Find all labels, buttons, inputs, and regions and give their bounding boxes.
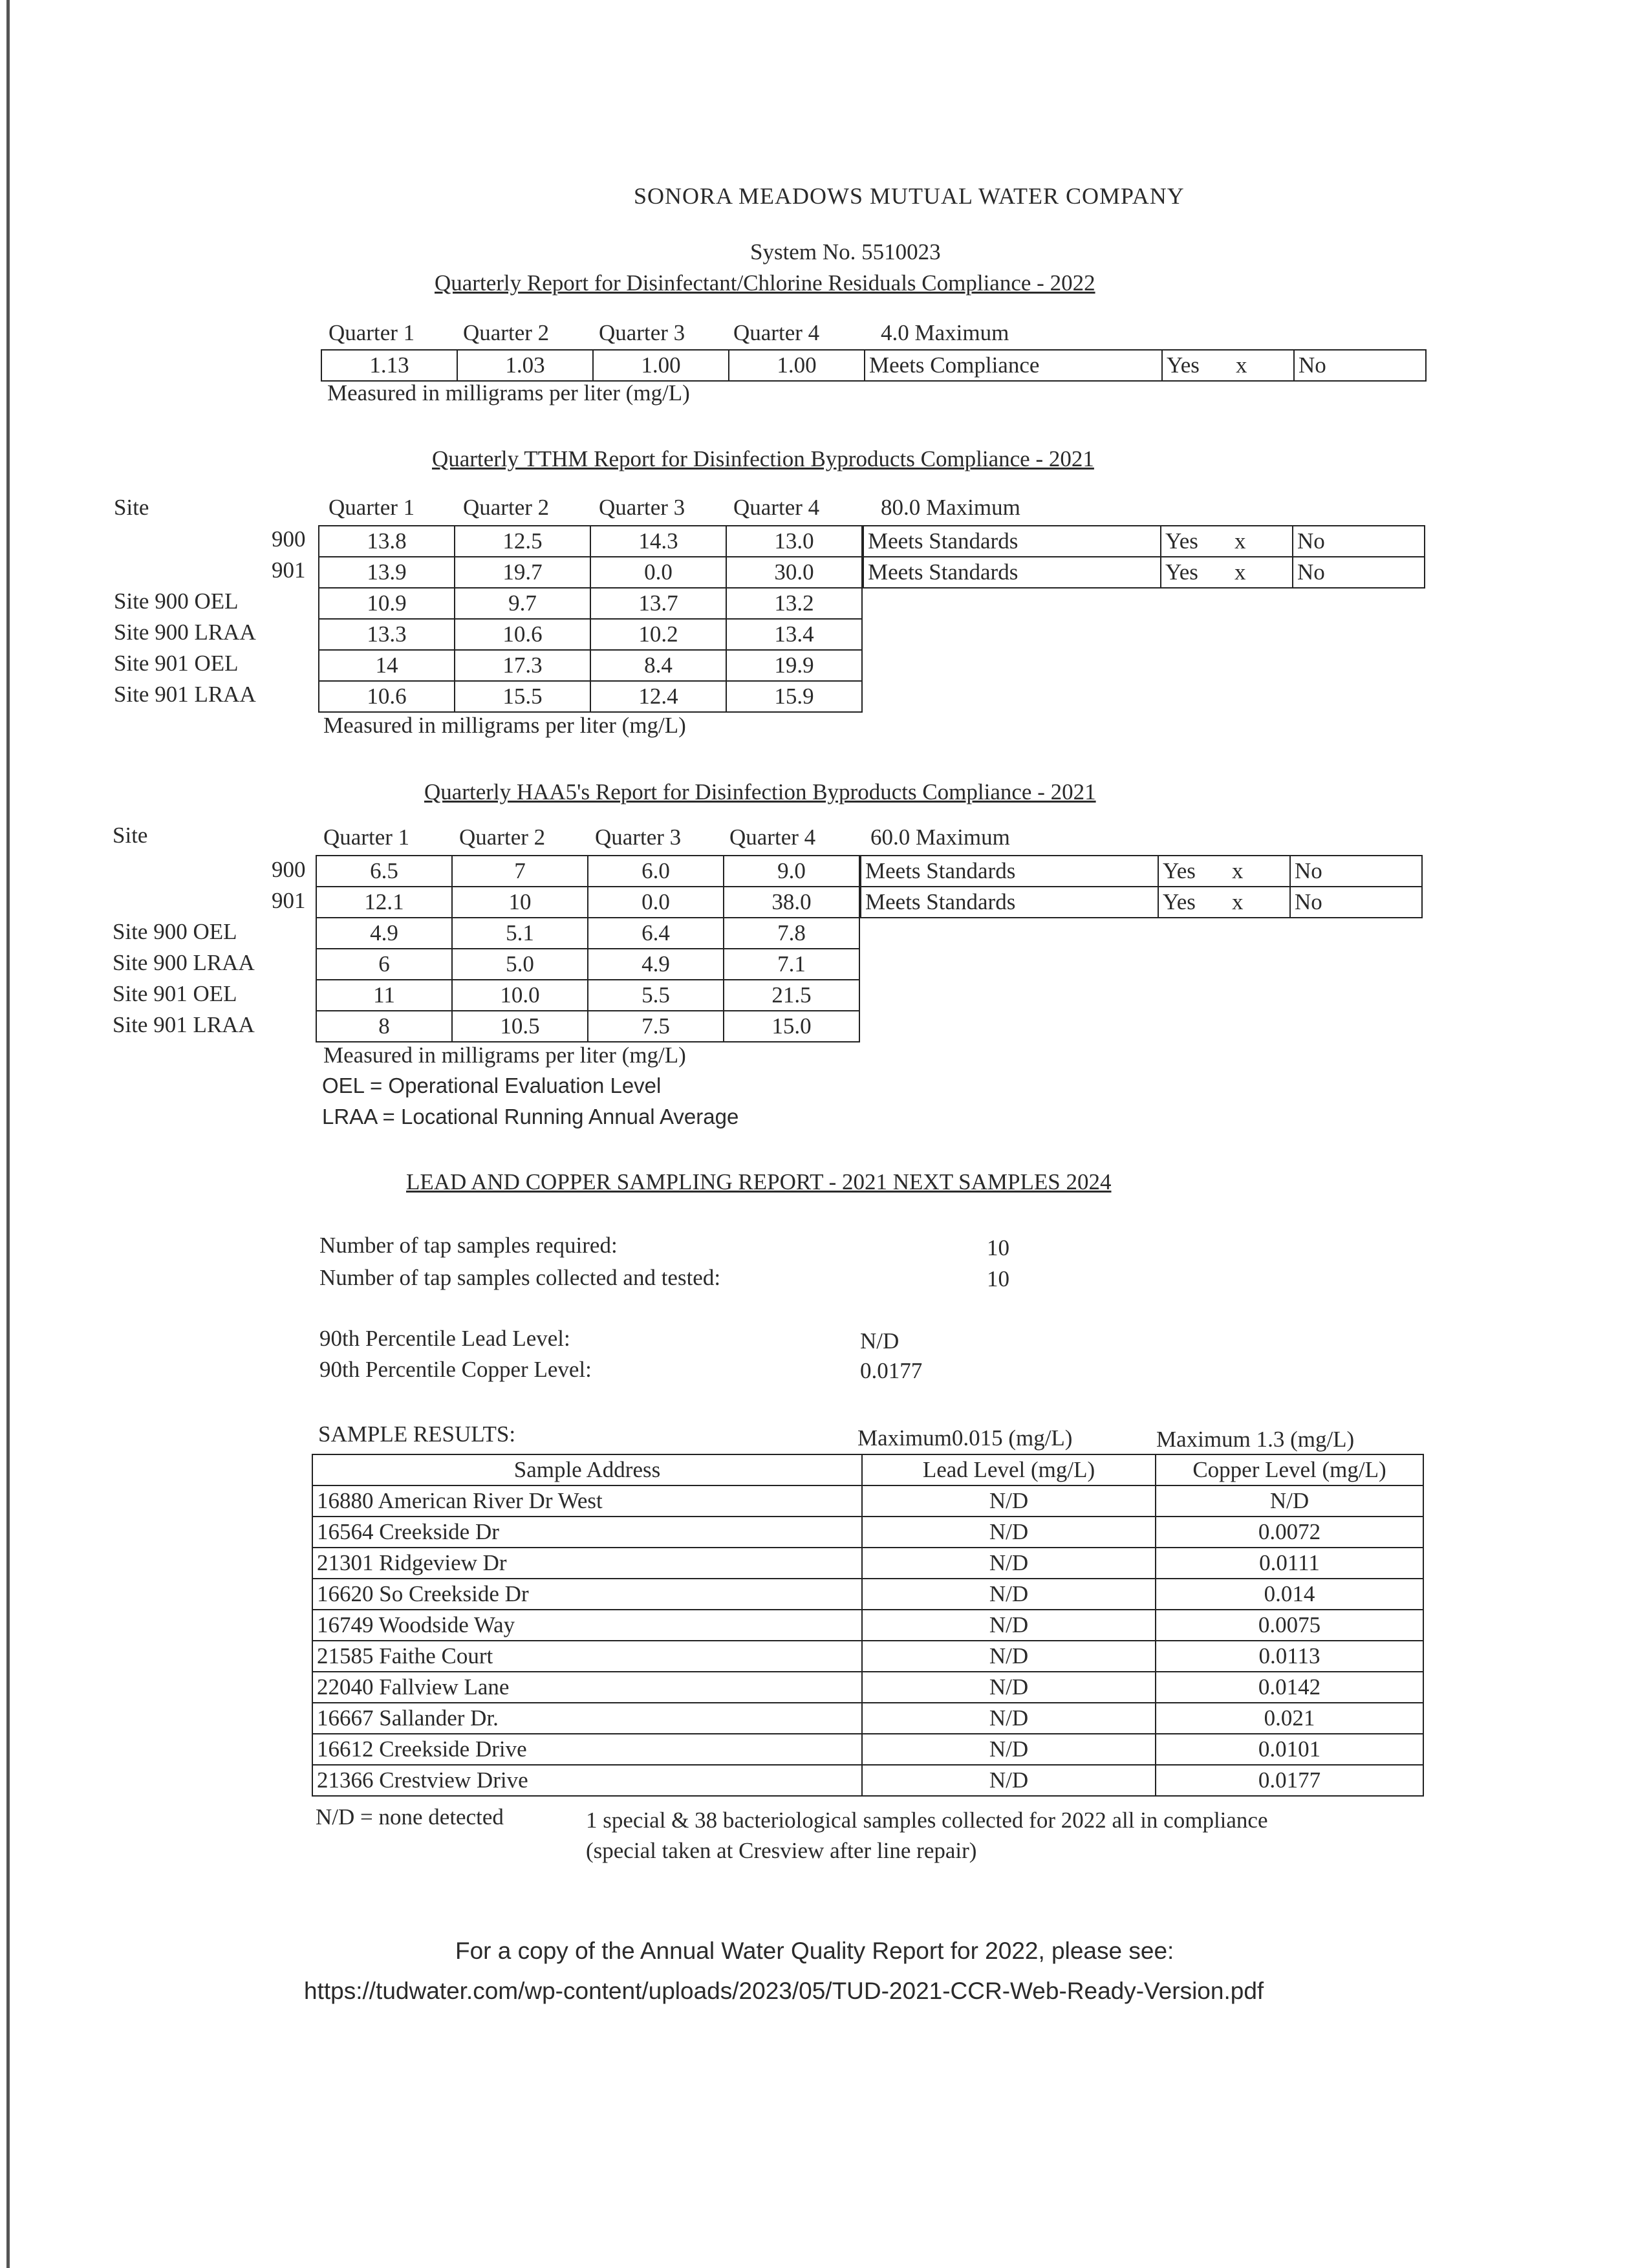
yes-label: Yes: [1163, 889, 1196, 914]
sample-copper: 0.0177: [1156, 1765, 1423, 1796]
sample-address: 21301 Ridgeview Dr: [312, 1548, 862, 1579]
haa5-cell: 5.1: [452, 918, 588, 949]
chlorine-q4-header: Quarter 4: [733, 320, 820, 345]
chlorine-q1-value: 1.13: [321, 350, 457, 381]
lead-copper-heading: LEAD AND COPPER SAMPLING REPORT - 2021 NEXT SAMPLES 2024: [406, 1169, 1112, 1194]
tthm-row-label-901-oel: Site 901 OEL: [114, 651, 239, 676]
sample-address: 21366 Crestview Drive: [312, 1765, 862, 1796]
haa5-standard-901: Meets Standards: [861, 887, 1158, 918]
table-row: [312, 1548, 1423, 1579]
tthm-cell: 0.0: [590, 557, 726, 588]
yes-mark: x: [1235, 352, 1247, 378]
table-row: [316, 887, 859, 918]
sample-copper: 0.0142: [1156, 1672, 1423, 1703]
haa5-cell: 4.9: [316, 918, 452, 949]
sample-copper: 0.0075: [1156, 1610, 1423, 1641]
tthm-q2-header: Quarter 2: [463, 495, 550, 520]
table-row: [861, 887, 1422, 918]
table-row: [312, 1734, 1423, 1765]
haa5-yes-901: [1158, 887, 1290, 918]
tthm-cell: 13.0: [726, 526, 862, 557]
column-header-address: Sample Address: [312, 1454, 862, 1485]
tthm-yes-900: [1161, 526, 1293, 557]
tthm-cell: 13.7: [590, 588, 726, 619]
sample-lead: N/D: [862, 1548, 1156, 1579]
haa5-cell: 0.0: [588, 887, 724, 918]
table-row: [312, 1485, 1423, 1517]
haa5-cell: 6: [316, 949, 452, 980]
sample-results-label: SAMPLE RESULTS:: [318, 1421, 516, 1447]
lead-percentile-label: 90th Percentile Lead Level:: [319, 1326, 570, 1351]
yes-mark: x: [1234, 528, 1246, 554]
haa5-standards-table: [860, 855, 1423, 918]
sample-address: 21585 Faithe Court: [312, 1641, 862, 1672]
haa5-row-label-900-lraa: Site 900 LRAA: [113, 950, 255, 975]
sample-copper: 0.0072: [1156, 1517, 1423, 1548]
haa5-cell: 6.0: [588, 856, 724, 887]
tthm-cell: 19.7: [455, 557, 590, 588]
copper-percentile-label: 90th Percentile Copper Level:: [319, 1357, 592, 1382]
chlorine-q2-header: Quarter 2: [463, 320, 550, 345]
sample-copper: 0.014: [1156, 1579, 1423, 1610]
tthm-row-label-900-oel: Site 900 OEL: [114, 589, 239, 614]
table-row: [316, 980, 859, 1011]
table-row: [861, 856, 1422, 887]
sample-lead: N/D: [862, 1765, 1156, 1796]
tthm-cell: 15.5: [455, 681, 590, 712]
sample-lead: N/D: [862, 1672, 1156, 1703]
tap-required-label: Number of tap samples required:: [319, 1233, 618, 1258]
tap-collected-value: 10: [987, 1266, 1009, 1291]
tthm-yes-901: [1161, 557, 1293, 588]
chlorine-units-note: Measured in milligrams per liter (mg/L): [327, 380, 690, 405]
tthm-standard-900: Meets Standards: [863, 526, 1161, 557]
copper-percentile-value: 0.0177: [860, 1358, 923, 1383]
yes-label: Yes: [1165, 528, 1198, 554]
yes-mark: x: [1231, 889, 1244, 914]
haa5-cell: 5.0: [452, 949, 588, 980]
yes-mark: x: [1231, 858, 1244, 883]
chlorine-maximum: 4.0 Maximum: [881, 320, 1009, 345]
table-row: [863, 557, 1425, 588]
tthm-cell: 13.8: [319, 526, 455, 557]
oel-definition: OEL = Operational Evaluation Level: [322, 1074, 662, 1097]
special-sample-note: (special taken at Cresview after line repair): [586, 1838, 977, 1863]
tthm-no-901: No: [1293, 557, 1425, 588]
chlorine-no-cell: No: [1294, 350, 1426, 381]
haa5-cell: 10.5: [452, 1011, 588, 1042]
tthm-cell: 13.2: [726, 588, 862, 619]
haa5-q3-header: Quarter 3: [595, 825, 682, 850]
haa5-q4-header: Quarter 4: [729, 825, 816, 850]
chlorine-q4-value: 1.00: [729, 350, 865, 381]
table-row: [319, 619, 862, 650]
sample-address: 16667 Sallander Dr.: [312, 1703, 862, 1734]
tthm-row-label-900-lraa: Site 900 LRAA: [114, 620, 256, 645]
tthm-maximum: 80.0 Maximum: [881, 495, 1020, 520]
system-number: System No. 5510023: [750, 239, 941, 265]
haa5-no-900: No: [1290, 856, 1422, 887]
scan-left-edge: [6, 0, 10, 2268]
column-header-copper: Copper Level (mg/L): [1156, 1454, 1423, 1485]
lead-percentile-value: N/D: [860, 1328, 900, 1354]
tthm-standard-901: Meets Standards: [863, 557, 1161, 588]
copper-maximum-label: Maximum 1.3 (mg/L): [1156, 1427, 1355, 1452]
tthm-row-label-900: 900: [272, 526, 306, 552]
tthm-cell: 10.2: [590, 619, 726, 650]
chlorine-yes-cell: [1162, 350, 1294, 381]
chlorine-compliance: Meets Compliance: [865, 350, 1162, 381]
chlorine-heading: Quarterly Report for Disinfectant/Chlorine Residuals Compliance - 2022: [435, 270, 1095, 296]
lraa-definition: LRAA = Locational Running Annual Average: [322, 1105, 739, 1129]
table-row: [319, 557, 862, 588]
table-row: [321, 350, 1426, 381]
table-row: [316, 1011, 859, 1042]
haa5-cell: 7.8: [724, 918, 859, 949]
haa5-cell: 21.5: [724, 980, 859, 1011]
haa5-standard-900: Meets Standards: [861, 856, 1158, 887]
footer-url-link[interactable]: https://tudwater.com/wp-content/uploads/2023/05/TUD-2021-CCR-Web-Ready-Version.pdf: [304, 1978, 1264, 2004]
chlorine-q1-header: Quarter 1: [329, 320, 415, 345]
haa5-no-901: No: [1290, 887, 1422, 918]
table-row: [319, 681, 862, 712]
tthm-cell: 9.7: [455, 588, 590, 619]
tthm-cell: 15.9: [726, 681, 862, 712]
tthm-q3-header: Quarter 3: [599, 495, 685, 520]
sample-lead: N/D: [862, 1485, 1156, 1517]
haa5-maximum: 60.0 Maximum: [870, 825, 1010, 850]
haa5-row-label-901: 901: [272, 888, 306, 913]
table-row: [312, 1765, 1423, 1796]
haa5-yes-900: [1158, 856, 1290, 887]
tthm-cell: 13.9: [319, 557, 455, 588]
tthm-heading: Quarterly TTHM Report for Disinfection Byproducts Compliance - 2021: [432, 446, 1094, 471]
haa5-site-label: Site: [113, 823, 148, 848]
table-row: [319, 526, 862, 557]
table-row: [312, 1641, 1423, 1672]
table-row: [312, 1672, 1423, 1703]
haa5-cell: 38.0: [724, 887, 859, 918]
tthm-site-label: Site: [114, 495, 149, 520]
table-row: [316, 856, 859, 887]
haa5-cell: 8: [316, 1011, 452, 1042]
nd-definition: N/D = none detected: [316, 1804, 504, 1830]
sample-lead: N/D: [862, 1703, 1156, 1734]
tthm-row-label-901-lraa: Site 901 LRAA: [114, 682, 256, 707]
footer-text: For a copy of the Annual Water Quality Report for 2022, please see:: [455, 1938, 1174, 1964]
haa5-cell: 4.9: [588, 949, 724, 980]
sample-address: 16620 So Creekside Dr: [312, 1579, 862, 1610]
sample-copper: 0.0101: [1156, 1734, 1423, 1765]
table-header-row: [312, 1454, 1423, 1485]
haa5-q1-header: Quarter 1: [323, 825, 410, 850]
haa5-cell: 11: [316, 980, 452, 1011]
tthm-cell: 10.9: [319, 588, 455, 619]
tthm-cell: 8.4: [590, 650, 726, 681]
haa5-row-label-901-lraa: Site 901 LRAA: [113, 1012, 255, 1037]
sample-lead: N/D: [862, 1517, 1156, 1548]
haa5-row-label-901-oel: Site 901 OEL: [113, 981, 237, 1006]
chlorine-q2-value: 1.03: [457, 350, 593, 381]
haa5-cell: 7.1: [724, 949, 859, 980]
tthm-cell: 14.3: [590, 526, 726, 557]
tthm-cell: 13.4: [726, 619, 862, 650]
tthm-values-table: [318, 525, 863, 713]
haa5-heading: Quarterly HAA5's Report for Disinfection Byproducts Compliance - 2021: [424, 779, 1096, 805]
haa5-cell: 6.5: [316, 856, 452, 887]
sample-lead: N/D: [862, 1734, 1156, 1765]
bacteriological-note: 1 special & 38 bacteriological samples collected for 2022 all in compliance: [586, 1808, 1268, 1833]
yes-label: Yes: [1165, 559, 1198, 585]
tap-required-value: 10: [987, 1235, 1009, 1260]
sample-copper: 0.021: [1156, 1703, 1423, 1734]
sample-address: 16880 American River Dr West: [312, 1485, 862, 1517]
tap-collected-label: Number of tap samples collected and tested:: [319, 1265, 721, 1290]
table-row: [319, 588, 862, 619]
lead-maximum-label: Maximum0.015 (mg/L): [857, 1425, 1073, 1451]
tthm-cell: 10.6: [455, 619, 590, 650]
sample-address: 16564 Creekside Dr: [312, 1517, 862, 1548]
haa5-cell: 6.4: [588, 918, 724, 949]
tthm-cell: 13.3: [319, 619, 455, 650]
tthm-cell: 14: [319, 650, 455, 681]
tthm-cell: 12.5: [455, 526, 590, 557]
chlorine-q3-header: Quarter 3: [599, 320, 685, 345]
tthm-cell: 30.0: [726, 557, 862, 588]
haa5-cell: 7: [452, 856, 588, 887]
haa5-cell: 15.0: [724, 1011, 859, 1042]
company-name: SONORA MEADOWS MUTUAL WATER COMPANY: [634, 183, 1185, 209]
haa5-row-label-900: 900: [272, 857, 306, 882]
column-header-lead: Lead Level (mg/L): [862, 1454, 1156, 1485]
yes-label: Yes: [1163, 858, 1196, 883]
sample-address: 16749 Woodside Way: [312, 1610, 862, 1641]
tthm-cell: 10.6: [319, 681, 455, 712]
tthm-cell: 17.3: [455, 650, 590, 681]
table-row: [312, 1579, 1423, 1610]
table-row: [312, 1703, 1423, 1734]
sample-copper: N/D: [1156, 1485, 1423, 1517]
haa5-q2-header: Quarter 2: [459, 825, 546, 850]
chlorine-q3-value: 1.00: [593, 350, 729, 381]
sample-lead: N/D: [862, 1579, 1156, 1610]
tthm-row-label-901: 901: [272, 557, 306, 583]
haa5-cell: 7.5: [588, 1011, 724, 1042]
yes-label: Yes: [1167, 352, 1200, 378]
haa5-values-table: [316, 855, 860, 1042]
haa5-cell: 12.1: [316, 887, 452, 918]
tthm-q4-header: Quarter 4: [733, 495, 820, 520]
table-row: [319, 650, 862, 681]
tthm-units-note: Measured in milligrams per liter (mg/L): [323, 713, 686, 738]
table-row: [863, 526, 1425, 557]
chlorine-table: [321, 349, 1427, 382]
yes-mark: x: [1234, 559, 1246, 585]
sample-address: 16612 Creekside Drive: [312, 1734, 862, 1765]
haa5-cell: 10: [452, 887, 588, 918]
tthm-standards-table: [863, 525, 1425, 589]
tthm-cell: 19.9: [726, 650, 862, 681]
sample-copper: 0.0113: [1156, 1641, 1423, 1672]
table-row: [316, 918, 859, 949]
table-row: [316, 949, 859, 980]
tthm-no-900: No: [1293, 526, 1425, 557]
haa5-cell: 5.5: [588, 980, 724, 1011]
haa5-cell: 9.0: [724, 856, 859, 887]
sample-address: 22040 Fallview Lane: [312, 1672, 862, 1703]
haa5-row-label-900-oel: Site 900 OEL: [113, 919, 237, 944]
table-row: [312, 1517, 1423, 1548]
sample-lead: N/D: [862, 1641, 1156, 1672]
sample-copper: 0.0111: [1156, 1548, 1423, 1579]
haa5-units-note: Measured in milligrams per liter (mg/L): [323, 1042, 686, 1068]
tthm-q1-header: Quarter 1: [329, 495, 415, 520]
haa5-cell: 10.0: [452, 980, 588, 1011]
table-row: [312, 1610, 1423, 1641]
tthm-cell: 12.4: [590, 681, 726, 712]
sample-results-table: [312, 1454, 1424, 1797]
sample-lead: N/D: [862, 1610, 1156, 1641]
